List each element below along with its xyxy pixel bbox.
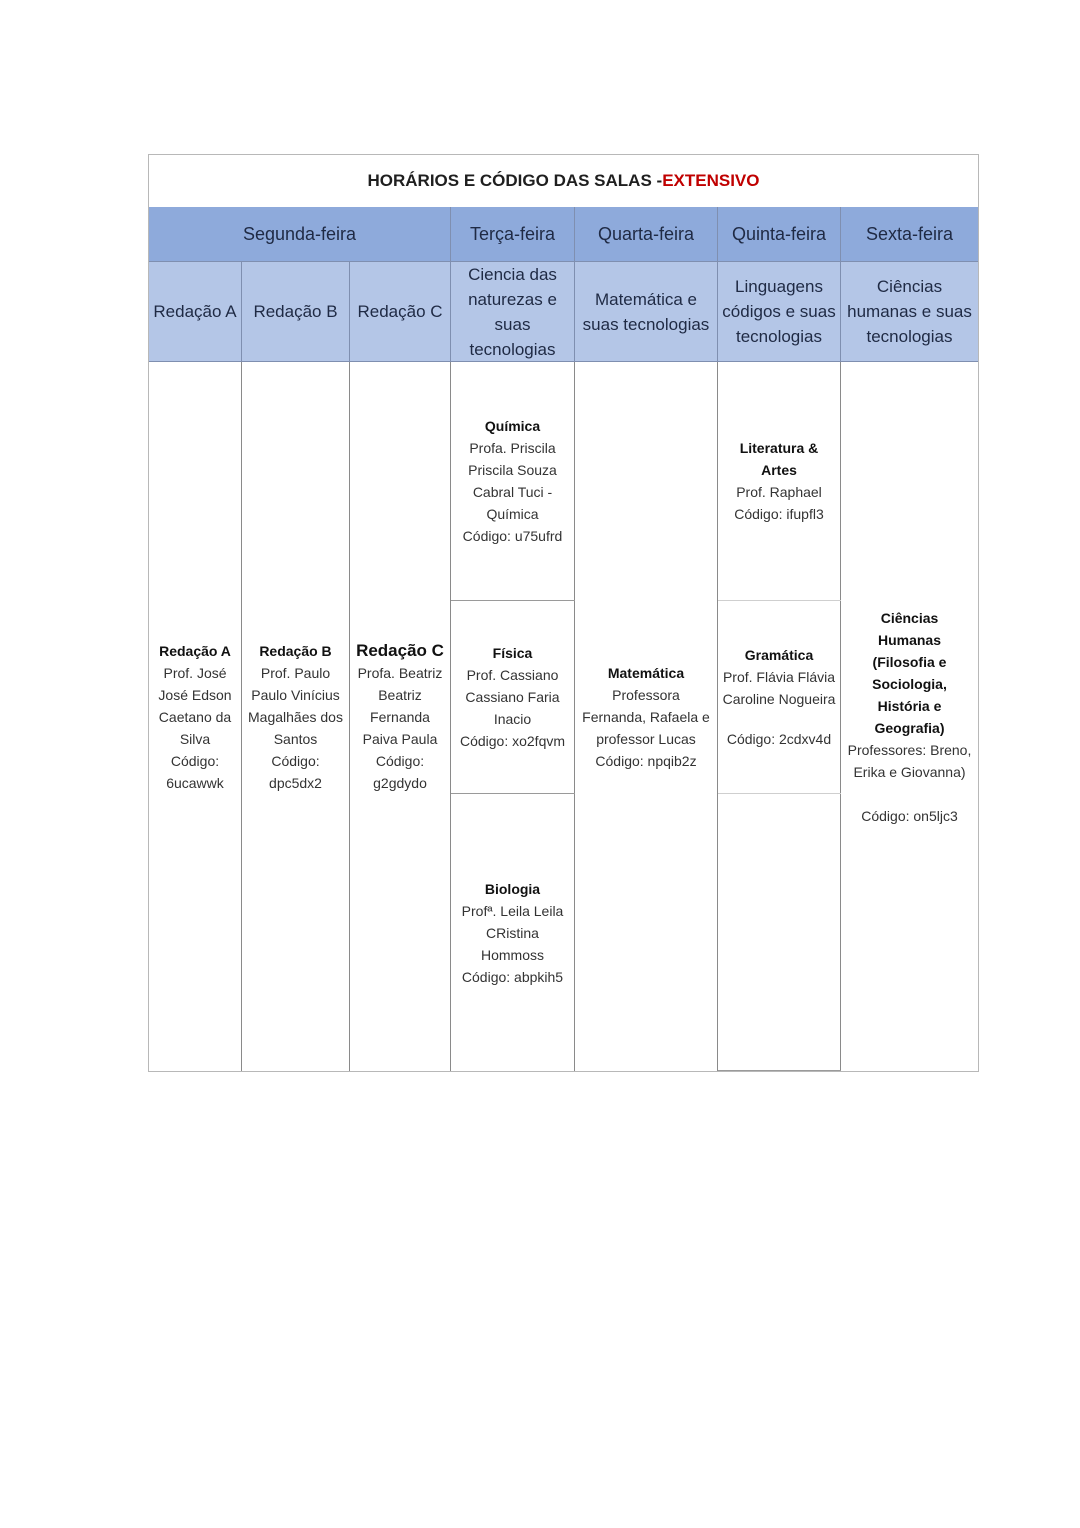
class-code: Código: npqib2z: [595, 752, 697, 769]
class-name: Redação C: [356, 640, 444, 660]
class-fisica: [451, 601, 575, 793]
class-quimica: [451, 362, 575, 600]
class-teacher: Prof. Flávia Flávia Caroline Nogueira: [722, 669, 836, 707]
class-teacher: Prof. José José Edson Caetano da Silva: [158, 664, 232, 747]
day-header-wednesday: Quarta-feira: [575, 207, 718, 262]
subject-header-ciencias-natureza: Ciencia das naturezas e suas tecnologias: [451, 262, 575, 362]
subject-header-linguagens: Linguagens códigos e suas tecnologias: [718, 262, 841, 362]
class-name: Gramática: [744, 647, 814, 663]
class-code: Código: ifupfl3: [734, 506, 824, 522]
class-name: Literatura & Artes: [739, 440, 819, 478]
class-name: Biologia: [484, 880, 541, 897]
class-code: Código: xo2fqvm: [459, 733, 566, 749]
subject-header-redacao-b: Redação B: [242, 262, 350, 362]
class-code: Código: abpkih5: [461, 968, 564, 985]
class-name: Ciências Humanas (Filosofia e Sociologia, História e Geografia): [872, 609, 947, 736]
class-literatura: [718, 362, 841, 600]
subject-header-matematica: Matemática e suas tecnologias: [575, 262, 718, 362]
class-gramatica: [718, 601, 841, 793]
class-matematica: [575, 362, 718, 1071]
class-teacher: Professora Fernanda, Rafaela e professor Lucas: [582, 686, 710, 747]
class-code: Código: 2cdxv4d: [726, 731, 832, 747]
subject-header-redacao-c: Redação C: [350, 262, 451, 362]
class-biologia: [451, 794, 575, 1071]
class-name: Redação A: [159, 642, 231, 659]
class-name: Física: [492, 645, 533, 661]
class-name: Química: [484, 418, 541, 434]
class-code: Código: on5ljc3: [861, 807, 958, 824]
subject-header-redacao-a: Redação A: [149, 262, 242, 362]
class-name: Matemática: [607, 664, 685, 681]
table-title: [149, 155, 978, 208]
class-teacher: Profa. Priscila Priscila Souza Cabral Tuci - Química: [468, 440, 557, 522]
class-code: Código: u75ufrd: [462, 528, 563, 544]
subject-header-humanas: Ciências humanas e suas tecnologias: [841, 262, 978, 362]
class-teacher: Prof. Cassiano Cassiano Faria Inacio: [465, 667, 560, 727]
divider: [718, 1070, 841, 1071]
class-redacao-b: [242, 362, 350, 1071]
divider: [451, 793, 575, 794]
divider: [451, 600, 575, 601]
class-teacher: Professores: Breno, Erika e Giovanna): [847, 741, 972, 780]
divider: [718, 793, 841, 794]
class-name: Redação B: [259, 642, 332, 659]
class-teacher: Profª. Leila Leila CRistina Hommoss: [461, 902, 564, 963]
class-teacher: Prof. Raphael: [736, 484, 822, 500]
class-humanas: [841, 362, 978, 1071]
class-code: Código: dpc5dx2: [269, 752, 322, 791]
divider: [718, 600, 841, 601]
empty-cell: [718, 794, 841, 1071]
class-code: Código: g2gdydo: [373, 752, 427, 791]
day-header-monday: Segunda-feira: [149, 207, 451, 262]
schedule-table: [148, 154, 979, 1072]
day-header-tuesday: Terça-feira: [451, 207, 575, 262]
day-header-friday: Sexta-feira: [841, 207, 978, 262]
title-accent: EXTENSIVO: [662, 171, 760, 190]
class-teacher: Profa. Beatriz Beatriz Fernanda Paiva Paula: [357, 664, 443, 747]
day-header-thursday: Quinta-feira: [718, 207, 841, 262]
class-teacher: Prof. Paulo Paulo Vinícius Magalhães dos Santos: [248, 664, 343, 747]
title-text: HORÁRIOS E CÓDIGO DAS SALAS -: [367, 171, 663, 190]
class-redacao-a: [149, 362, 242, 1071]
class-redacao-c: [350, 362, 451, 1071]
class-code: Código: 6ucawwk: [166, 752, 224, 791]
